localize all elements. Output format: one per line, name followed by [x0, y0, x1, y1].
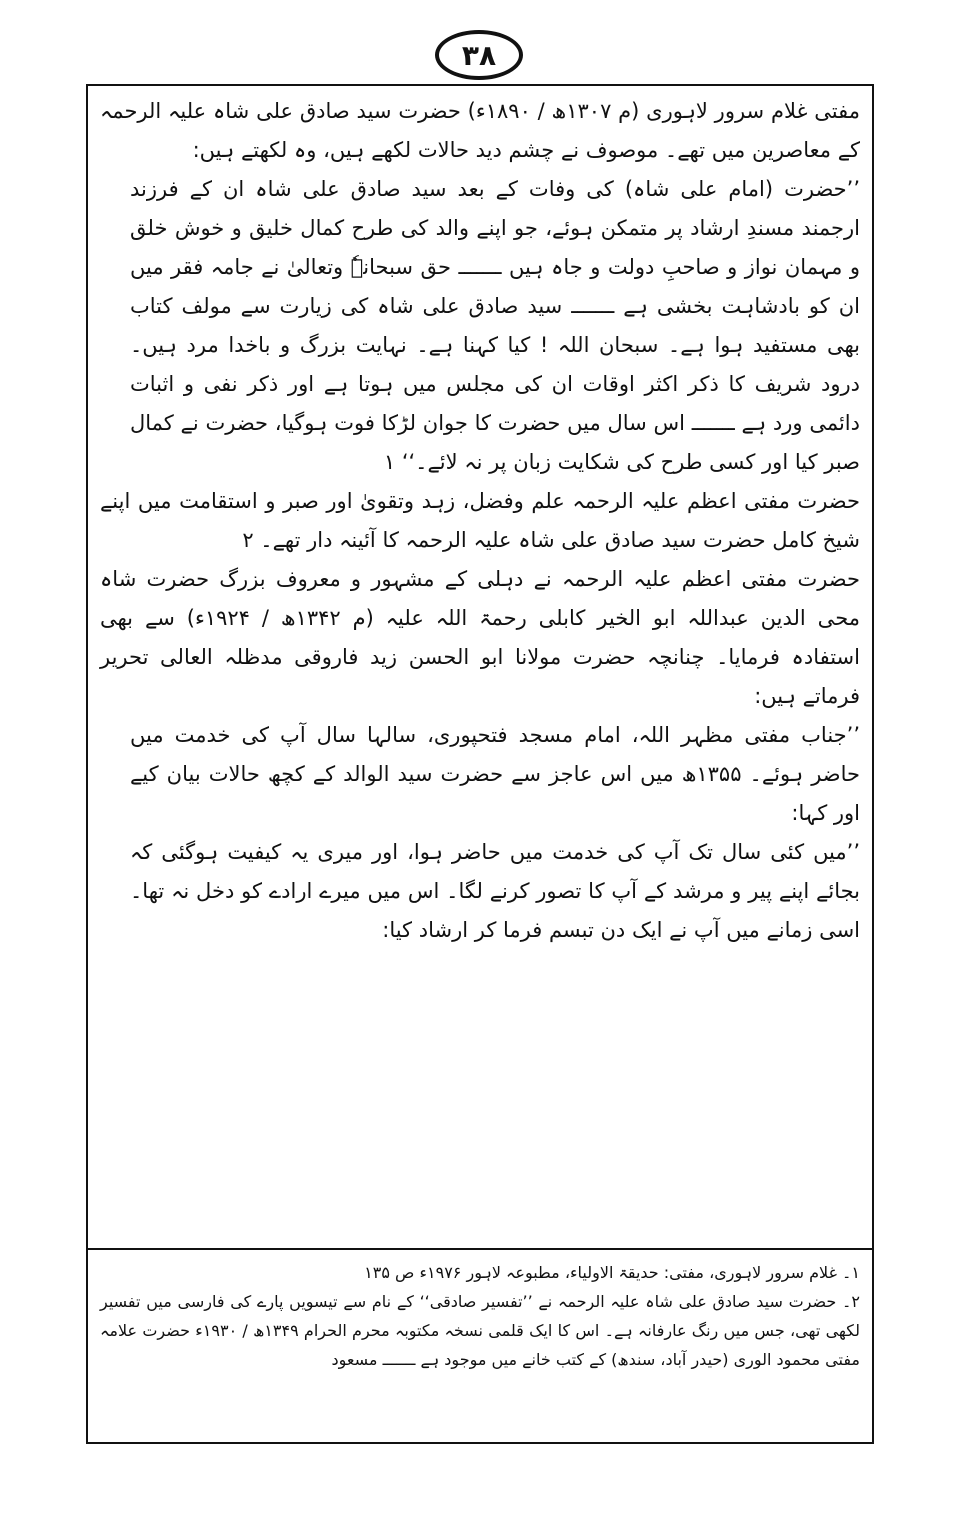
footnote-divider — [86, 1248, 874, 1250]
paragraph-abul-khair: حضرت مفتی اعظم علیہ الرحمہ نے دہلی کے مشہور و معروف بزرگ حضرت شاہ محی الدین عبداللہ ابو الخیر کابلی رحمۃ اللہ علیہ (م ۱۳۴۲ھ / ۱۹۲۴ء) سے بھی استفادہ فرمایا۔ چنانچہ حضرت مولانا ابو الحسن زید فاروقی مدظلہ العالی تحریر فرماتے ہیں: — [100, 567, 860, 708]
main-text — [100, 92, 860, 950]
paragraph-quote-mufti: ’’میں کئی سال تک آپ کی خدمت میں حاضر ہوا، اور میری یہ کیفیت ہوگئی کہ بجائے اپنے پیر و مرشد کے آپ کا تصور کرنے لگا۔ اس میں میرے ارادے کو دخل نہ تھا۔ اسی زمانے میں آپ نے ایک دن تبسم فرما کر ارشاد کیا: — [130, 840, 860, 942]
footnote-2: ۲۔ حضرت سید صادق علی شاہ علیہ الرحمہ نے ’’تفسیر صادقی‘‘ کے نام سے تیسویں پارے کی فارسی میں تفسیر لکھی تھی، جس میں رنگ عارفانہ ہے۔ اس کا ایک قلمی نسخہ مکتوبہ محرم الحرام ۱۳۴۹ھ / ۱۹۳۰ء حضرت علامہ مفتی محمود الوری (حیدر آباد، سندھ) کے کتب خانے میں موجود ہے ـــــــ مسعود — [100, 1292, 861, 1369]
paragraph-intro: مفتی غلام سرور لاہوری (م ۱۳۰۷ھ / ۱۸۹۰ء) حضرت سید صادق علی شاہ علیہ الرحمہ کے معاصرین میں تھے۔ موصوف نے چشم دید حالات لکھے ہیں، وہ لکھتے ہیں: — [100, 99, 860, 162]
footnote-1: ۱۔ غلام سرور لاہوری، مفتی: حدیقۃ الاولیاء، مطبوعہ لاہور ۱۹۷۶ء ص ۱۳۵ — [364, 1263, 860, 1282]
page-number: ۳۸ — [435, 30, 523, 80]
paragraph-mufti-azam: حضرت مفتی اعظم علیہ الرحمہ علم وفضل، زہد وتقویٰ اور صبر و استقامت میں اپنے شیخ کامل حضرت سید صادق علی شاہ علیہ الرحمہ کا آئینہ دار تھے۔ ۲ — [100, 489, 860, 552]
paragraph-quote-zaid: ’’جناب مفتی مظہر اللہ، امام مسجد فتحپوری، سالہا سال آپ کی خدمت میں حاضر ہوئے۔ ۱۳۵۵ھ میں اس عاجز سے حضرت سید الوالد کے کچھ حالات بیان کیے اور کہا: — [130, 723, 860, 825]
footnotes — [100, 1258, 860, 1374]
paragraph-quote-hadiqat: ’’حضرت (امام علی شاہ) کی وفات کے بعد سید صادق علی شاہ ان کے فرزند ارجمند مسندِ ارشاد پر متمکن ہوئے، جو اپنے والد کی طرح کمال خلیق و خوش خلق و مہمان نواز و صاحبِ دولت و جاہ ہیں ـــــــ حق سبحانہٗ وتعالیٰ نے جامہ فقر میں ان کو بادشاہت بخشی ہے ـــــــ سید صادق علی شاہ کی زیارت سے مولف کتاب بھی مستفید ہوا ہے۔ سبحان اللہ ! کیا کہنا ہے۔ نہایت بزرگ و باخدا مرد ہیں۔ درود شریف کا ذکر اکثر اوقات ان کی مجلس میں ہوتا ہے اور ذکر نفی و اثبات دائمی ورد ہے ـــــــ اس سال میں حضرت کا جوان لڑکا فوت ہوگیا، حضرت نے کمال صبر کیا اور کسی طرح کی شکایت زبان پر نہ لائے۔‘‘ ۱ — [130, 177, 860, 474]
